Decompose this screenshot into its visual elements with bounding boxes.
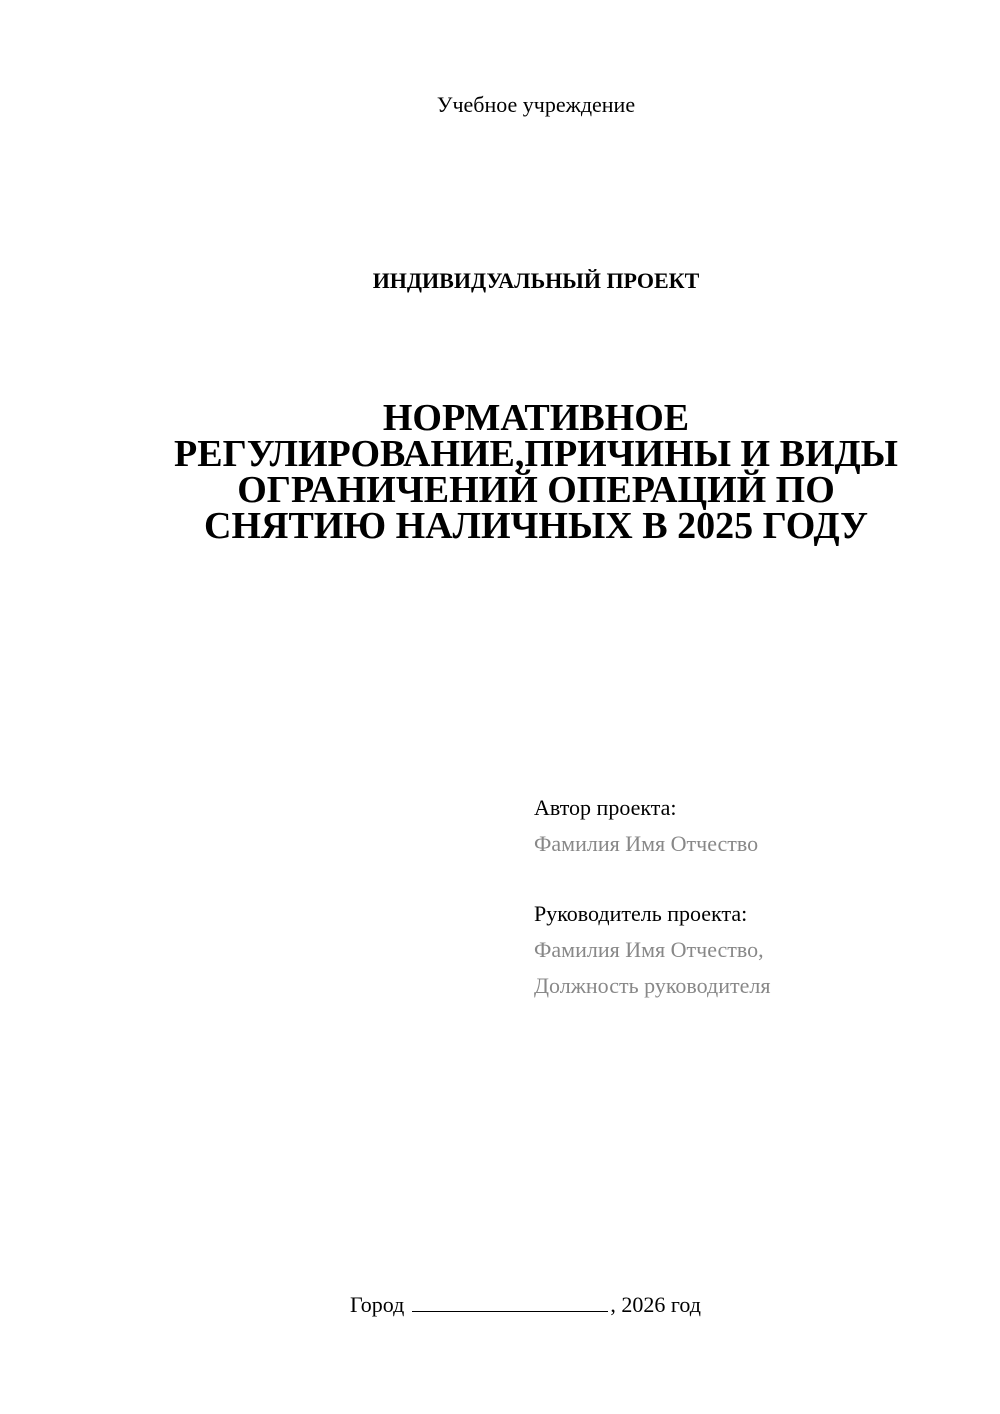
spacer <box>534 862 974 896</box>
authors-block <box>534 790 974 1004</box>
city-blank-line <box>412 1291 608 1312</box>
city-year-footer <box>350 1290 701 1320</box>
title-line: СНЯТИЮ НАЛИЧНЫХ В 2025 ГОДУ <box>204 505 868 547</box>
project-type-heading: ИНДИВИДУАЛЬНЫЙ ПРОЕКТ <box>372 268 700 293</box>
author-label: Автор проекта: <box>534 795 677 820</box>
year-text: , 2026 год <box>610 1292 701 1317</box>
author-name-placeholder: Фамилия Имя Отчество <box>534 831 759 856</box>
title-line: ОГРАНИЧЕНИЙ ОПЕРАЦИЙ ПО <box>237 469 835 511</box>
institution-name: Учебное учреждение <box>436 92 636 117</box>
title-line: РЕГУЛИРОВАНИЕ,ПРИЧИНЫ И ВИДЫ <box>174 433 898 475</box>
city-label: Город <box>350 1292 405 1317</box>
title-line: НОРМАТИВНОЕ <box>382 397 690 439</box>
supervisor-label: Руководитель проекта: <box>534 901 748 926</box>
supervisor-position-placeholder: Должность руководителя <box>534 973 771 998</box>
project-title <box>120 397 952 547</box>
supervisor-name-placeholder: Фамилия Имя Отчество, <box>534 937 764 962</box>
